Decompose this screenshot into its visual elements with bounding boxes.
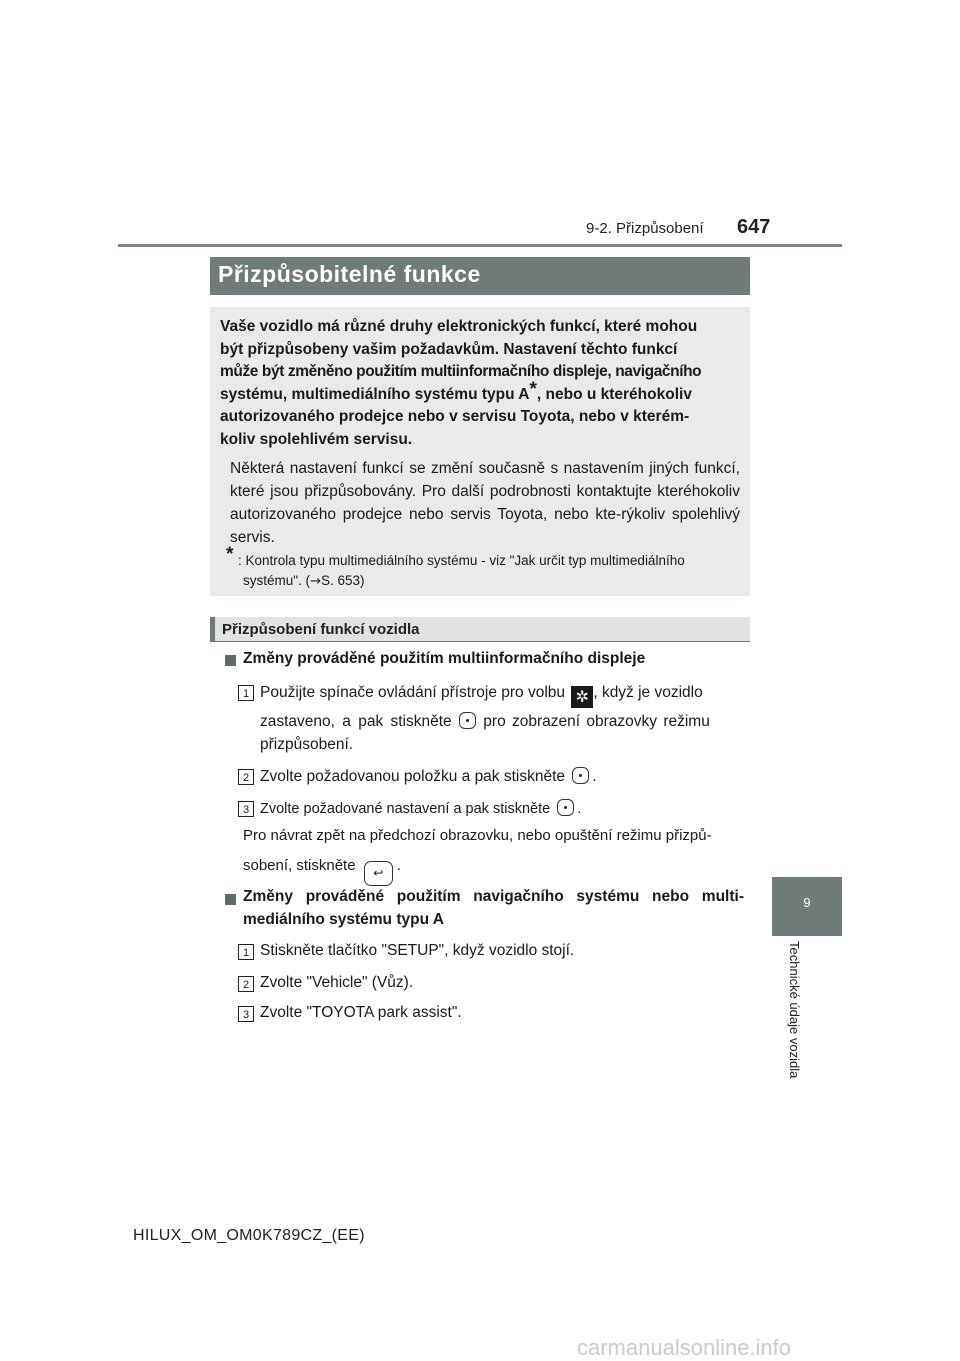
intro-note: Některá nastavení funkcí se změní současně s nastavením jiných funkcí, které jsou přizpůsobovány. Pro další podrobnosti kontaktujte kteréhokoliv autorizovaného prodejce nebo servis Toyota, nebo kte-rýkoliv spolehlivý servis. [230, 460, 740, 546]
step-text: přizpůsobení. [260, 736, 354, 753]
step-number: 3 [238, 1006, 254, 1022]
watermark: carmanualsonline.info [577, 1335, 792, 1360]
step-text: Zvolte požadované nastavení a pak stiskněte . [260, 801, 582, 817]
bullet-square-icon [225, 655, 236, 666]
return-note: Pro návrat zpět na předchozí obrazovku, nebo opuštění režimu přizpů- [243, 827, 712, 844]
section-title: Přizpůsobitelné funkce [218, 261, 481, 287]
document-code: HILUX_OM_OM0K789CZ_(EE) [133, 1227, 365, 1244]
bullet-square-icon [225, 894, 236, 905]
enter-button-icon [459, 712, 476, 729]
chapter-label: Technické údaje vozidla [787, 941, 802, 1079]
settings-gear-icon: ✲ [571, 686, 593, 708]
step-text: Zvolte požadovanou položku a pak stiskněte . [260, 768, 597, 785]
footnote: : Kontrola typu multimediálního systému - viz "Jak určit typ multimediálního systému". (→S. 653) [238, 553, 685, 589]
step-text: Použijte spínače ovládání přístroje pro volbu ✲ , když je vozidlo [260, 684, 703, 706]
enter-button-icon [557, 799, 574, 816]
arrow-right-icon: → [310, 574, 321, 589]
subsection-underline [210, 641, 750, 642]
step-text: Stiskněte tlačítko "SETUP", když vozidlo stojí. [260, 942, 575, 959]
section-a-heading: Změny prováděné použitím multiinformačního displeje [243, 650, 646, 667]
step-text: Zvolte "Vehicle" (Vůz). [260, 974, 414, 991]
page-number: 647 [737, 216, 771, 238]
section-b-heading: mediálního systému typu A [243, 911, 444, 928]
back-button-icon: ↩ [364, 861, 393, 886]
step-number: 1 [238, 944, 254, 960]
step-text: Zvolte "TOYOTA park assist". [260, 1004, 462, 1021]
return-note: sobení, stiskněte ↩ . [243, 857, 401, 886]
step-number: 2 [238, 976, 254, 992]
subsection-title: Přizpůsobení funkcí vozidla [222, 621, 420, 638]
step-number: 1 [238, 685, 254, 701]
header-section-title: 9-2. Přizpůsobení [586, 220, 704, 237]
chapter-number: 9 [803, 895, 811, 910]
footnote-mark: * [226, 544, 234, 565]
intro-text: Vaše vozidlo má různé druhy elektronických funkcí, které mohou být přizpůsobeny vašim požadavkům. Nastavení těchto funkcí může být změněno použitím multiinformačního displeje, navigačního systému, multimediálního systému typu A*, nebo u kteréhokoliv autorizovaného prodejce nebo v servisu Toyota, nebo v kterém- koliv spolehlivém servisu. [220, 318, 702, 448]
step-number: 2 [238, 769, 254, 785]
step-number: 3 [238, 801, 254, 817]
section-b-heading: Změny prováděné použitím navigačního systému nebo multi- [243, 888, 744, 905]
enter-button-icon [572, 767, 589, 784]
header-divider [118, 244, 842, 247]
step-text: zastaveno, a pak stiskněte pro zobrazení obrazovky režimu [260, 713, 710, 730]
